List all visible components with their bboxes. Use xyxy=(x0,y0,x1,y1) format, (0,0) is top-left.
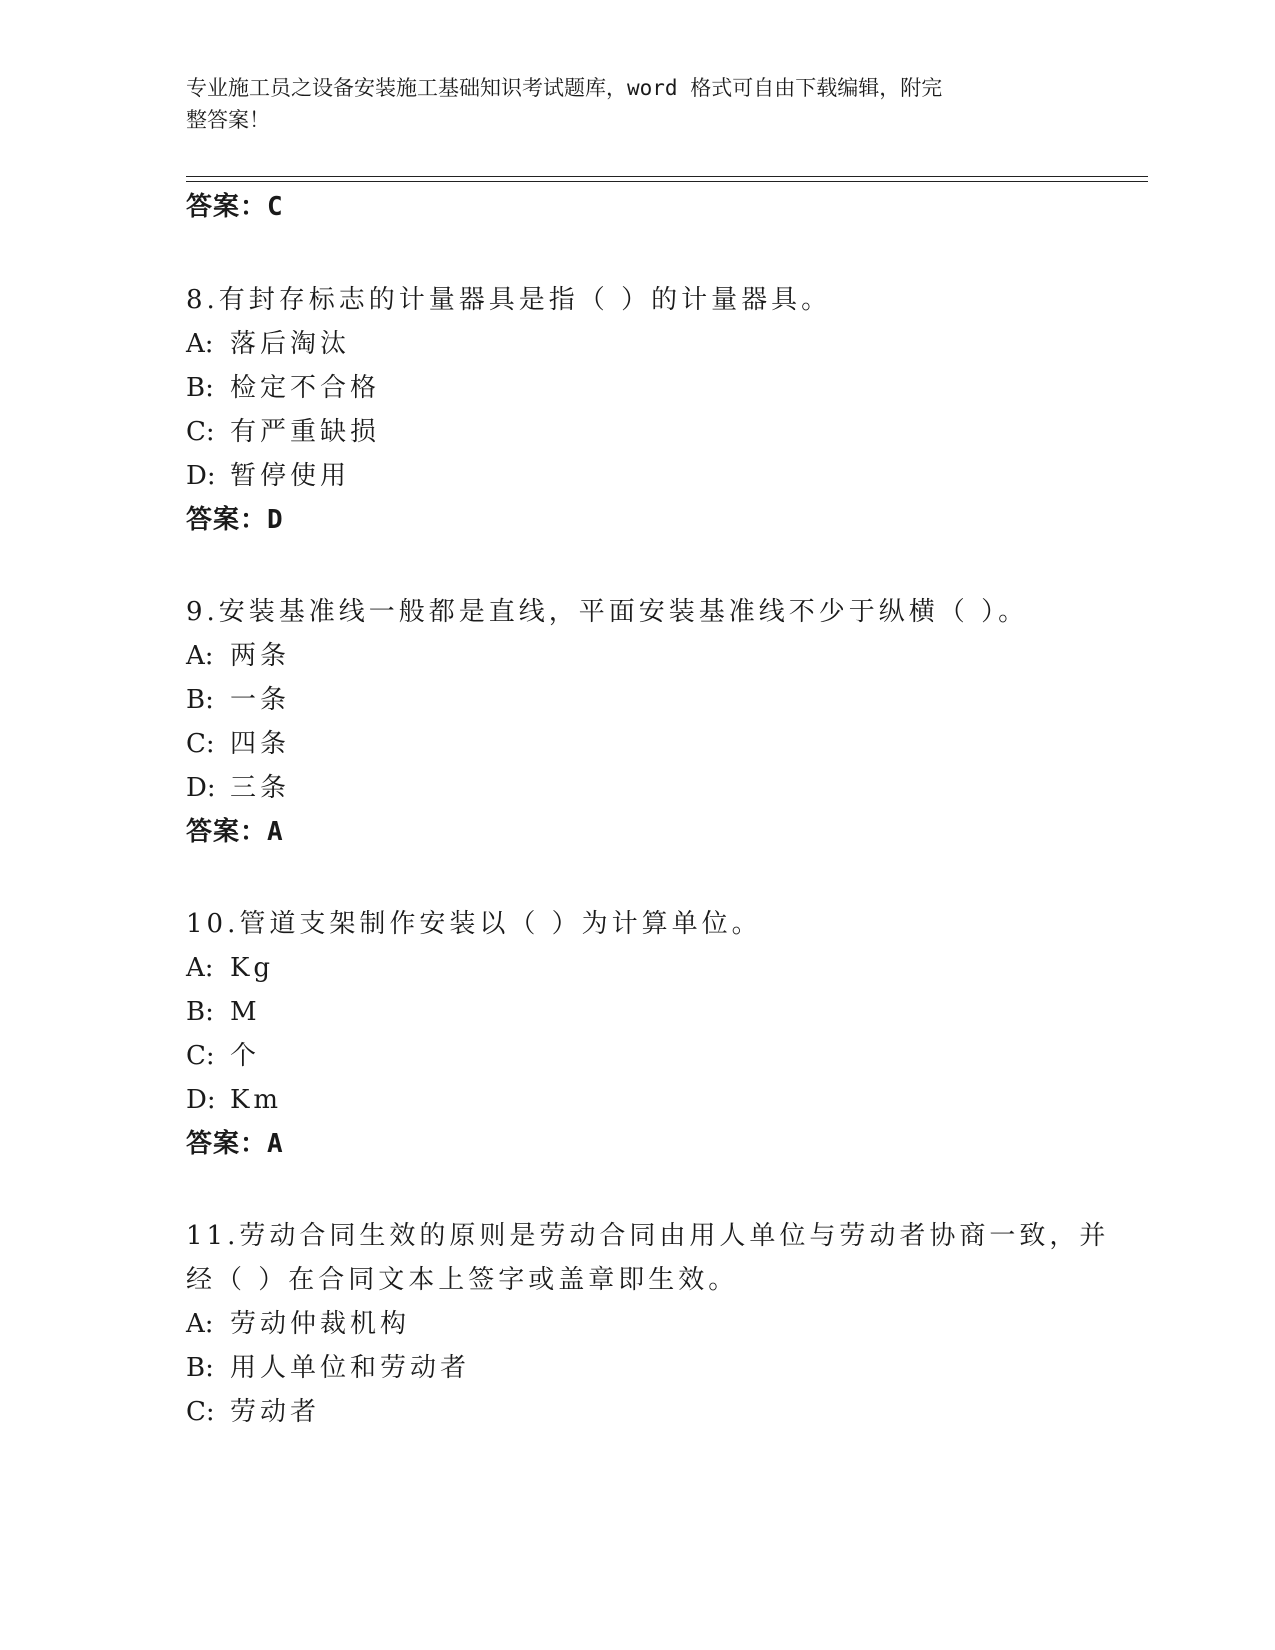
option-key: B: xyxy=(186,373,214,403)
question-10-option-a xyxy=(186,950,274,986)
option-key: D: xyxy=(186,773,216,803)
option-key: B: xyxy=(186,1353,214,1383)
header-line-1: 专业施工员之设备安装施工基础知识考试题库，word 格式可自由下载编辑，附完 xyxy=(186,76,943,100)
option-text: 四条 xyxy=(230,729,291,759)
question-9-stem: 9.安装基准线一般都是直线，平面安装基准线不少于纵横（ ）。 xyxy=(186,597,1029,627)
option-text: Kg xyxy=(230,953,275,983)
document-header xyxy=(186,72,1066,136)
question-11-option-c xyxy=(186,1394,320,1430)
question-8-option-c xyxy=(186,414,380,450)
question-8-stem: 8.有封存标志的计量器具是指（ ）的计量器具。 xyxy=(186,285,832,315)
option-key: B: xyxy=(186,685,214,715)
option-text: 个 xyxy=(230,1041,261,1071)
question-9-option-b xyxy=(186,682,290,718)
option-key: C: xyxy=(186,1397,215,1427)
header-divider-bottom xyxy=(186,181,1148,182)
question-11-option-a xyxy=(186,1306,410,1342)
option-key: C: xyxy=(186,1041,215,1071)
question-8-option-d xyxy=(186,458,350,494)
option-text: 劳动者 xyxy=(230,1397,321,1427)
question-9-option-a xyxy=(186,638,290,674)
option-text: Km xyxy=(230,1085,283,1115)
option-text: M xyxy=(230,997,261,1027)
question-9-answer: 答案：A xyxy=(186,817,284,847)
question-10-answer: 答案：A xyxy=(186,1129,284,1159)
option-key: C: xyxy=(186,729,215,759)
option-key: A: xyxy=(186,641,214,671)
option-text: 一条 xyxy=(230,685,291,715)
option-text: 检定不合格 xyxy=(230,373,381,403)
option-key: D: xyxy=(186,1085,216,1115)
question-9-option-c xyxy=(186,726,290,762)
option-key: A: xyxy=(186,953,214,983)
question-10-stem: 10.管道支架制作安装以（ ）为计算单位。 xyxy=(186,909,762,939)
question-8-answer: 答案：D xyxy=(186,505,284,535)
option-text: 暂停使用 xyxy=(230,461,351,491)
option-key: A: xyxy=(186,1309,214,1339)
question-8-option-a xyxy=(186,326,350,362)
header-divider-top xyxy=(186,176,1148,177)
question-11-option-b xyxy=(186,1350,470,1386)
question-8-option-b xyxy=(186,370,380,406)
previous-answer: 答案：C xyxy=(186,192,284,222)
question-10-option-b xyxy=(186,994,261,1030)
option-text: 三条 xyxy=(230,773,291,803)
header-line-2: 整答案！ xyxy=(186,108,270,132)
option-key: A: xyxy=(186,329,214,359)
option-text: 劳动仲裁机构 xyxy=(230,1309,411,1339)
question-11-stem-line-2: 经（ ）在合同文本上签字或盖章即生效。 xyxy=(186,1265,739,1295)
option-key: C: xyxy=(186,417,215,447)
question-10-option-c xyxy=(186,1038,260,1074)
question-10-option-d xyxy=(186,1082,282,1118)
option-text: 有严重缺损 xyxy=(230,417,381,447)
question-11-stem-line-1: 11.劳动合同生效的原则是劳动合同由用人单位与劳动者协商一致，并 xyxy=(186,1221,1110,1251)
option-text: 两条 xyxy=(230,641,291,671)
option-key: B: xyxy=(186,997,214,1027)
option-key: D: xyxy=(186,461,216,491)
question-9-option-d xyxy=(186,770,290,806)
option-text: 用人单位和劳动者 xyxy=(230,1353,471,1383)
option-text: 落后淘汰 xyxy=(230,329,351,359)
